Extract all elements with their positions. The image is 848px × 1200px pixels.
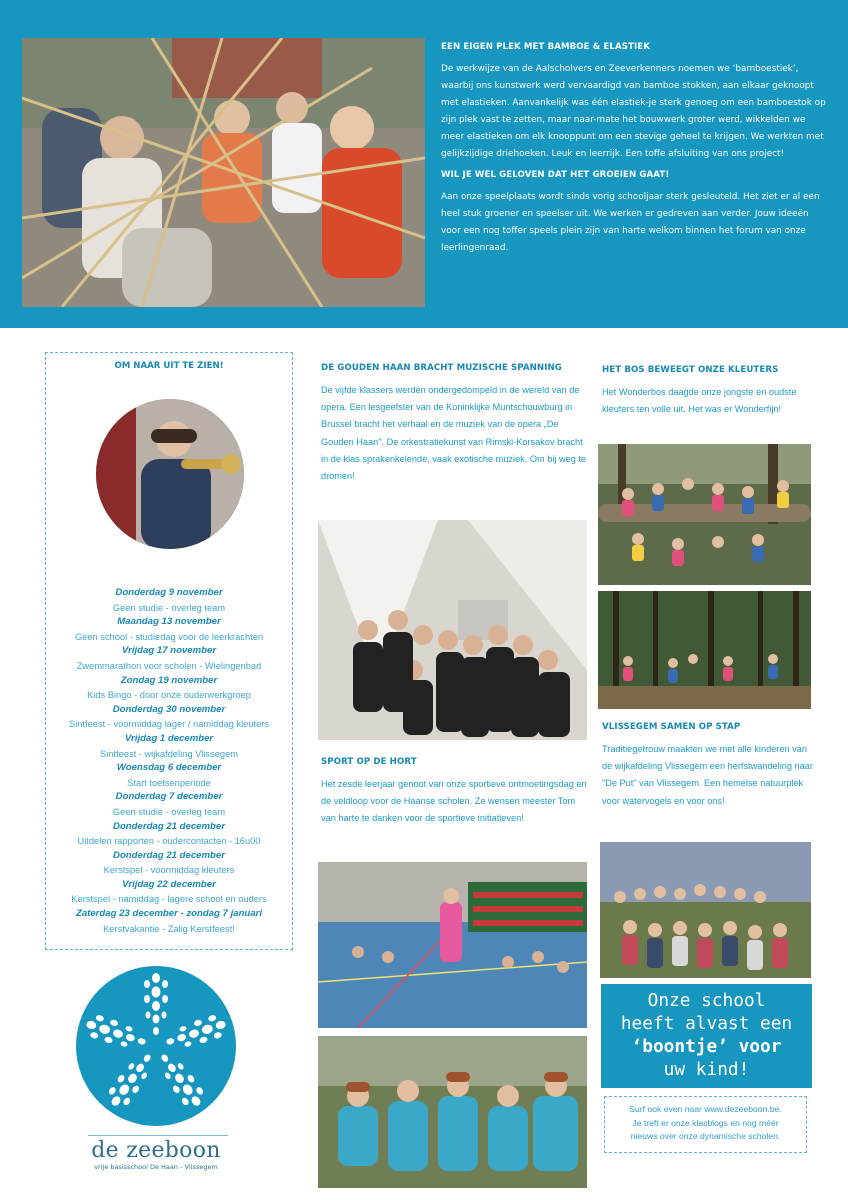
logo-name: de zeeboon bbox=[91, 1138, 221, 1163]
vlissegem-body: Traditiegetrouw maakten we met alle kinderen van de wijkafdeling Vlissegem een herfstwandeling naar "De Put" van Vlissegem. Een hemelse natuurplek voor watervogels en voor ons! bbox=[602, 744, 813, 806]
agenda-item bbox=[46, 907, 292, 936]
sport-body: Het zesde leerjaar genoot van onze sportieve ontmoetingsdag en de veldloop voor de Haanse scholen. Ze wensen meester Tom van harte te danken voor de sportieve initiatieven! bbox=[321, 779, 587, 824]
agenda-date: Vrijdag 22 december bbox=[122, 878, 216, 890]
agenda-item bbox=[46, 790, 292, 819]
website-note-line: nieuws over onze dynamische scholen. bbox=[630, 1131, 781, 1142]
website-note-box bbox=[604, 1096, 807, 1153]
agenda-date: Donderdag 21 december bbox=[113, 820, 225, 832]
agenda-item bbox=[46, 761, 292, 790]
agenda-date: Donderdag 21 december bbox=[113, 849, 225, 861]
logo-divider bbox=[88, 1135, 228, 1136]
trumpet-photo-illustration bbox=[96, 399, 244, 549]
agenda-item bbox=[46, 849, 292, 878]
bamboo-project-photo bbox=[22, 38, 425, 307]
promo-line: heeft alvast een bbox=[620, 1013, 793, 1034]
agenda-desc: Geen school - studiedag voor de leerkrachten bbox=[74, 631, 264, 642]
sport-title: SPORT OP DE HORT bbox=[321, 757, 417, 767]
agenda-desc: Kerstspel - voormiddag kleuters bbox=[103, 865, 235, 876]
agenda-item bbox=[46, 586, 292, 615]
agenda-date: Zaterdag 23 december - zondag 7 januari bbox=[75, 908, 263, 920]
agenda-title: OM NAAR UIT TE ZIEN! bbox=[114, 361, 224, 371]
starfish-bean-logo-icon bbox=[75, 965, 237, 1127]
agenda-desc: Sintfeest - voormiddag lager / namiddag kleuters bbox=[69, 719, 269, 730]
agenda-item bbox=[46, 820, 292, 849]
opera-photo bbox=[318, 520, 587, 740]
agenda-date: Vrijdag 17 november bbox=[121, 645, 217, 657]
cross-country-illustration bbox=[318, 1036, 587, 1188]
logo-subtitle: vrije basisschool De Haan - Vlissegem bbox=[94, 1163, 218, 1171]
sport-hall-illustration bbox=[318, 862, 587, 1028]
sport-section bbox=[321, 757, 587, 828]
agenda-item bbox=[46, 615, 292, 644]
agenda-date: Maandag 13 november bbox=[117, 616, 221, 628]
agenda-date: Vrijdag 1 december bbox=[124, 732, 214, 744]
agenda-date: Donderdag 30 november bbox=[112, 703, 226, 715]
banner-text bbox=[441, 42, 831, 265]
agenda-item bbox=[46, 878, 292, 907]
agenda-desc: Geen studie - overleg team bbox=[112, 602, 226, 613]
promo-line: uw kind! bbox=[663, 1059, 750, 1080]
agenda-item bbox=[46, 732, 292, 761]
bamboo-paragraph: De werkwijze van de Aalscholvers en Zeeverkenners noemen we ‘bamboestiek’, waarbij ons kunstwerk werd vervaardigd van bamboe stokken, aan elkaar geknoopt met elastieken. Aanvankelijk was één elastiek-je sterk genoeg om een bamboestok op zijn plek vast te zetten, maar naar-mate het bouwwerk groter werd, wikkelden we meer elastieken om elk knooppunt om een stevige geheel te krijgen. We werkten met gelijkzijdige driehoeken. Leuk en leerrijk. Een toffe afsluiting van ons project! bbox=[441, 64, 826, 159]
top-banner bbox=[0, 0, 848, 328]
agenda-date: Donderdag 7 december bbox=[115, 791, 223, 803]
agenda-list bbox=[46, 586, 292, 936]
agenda-date: Woensdag 6 december bbox=[116, 762, 222, 774]
sport-hall-photo bbox=[318, 862, 587, 1028]
vlissegem-section bbox=[602, 722, 814, 810]
agenda-desc: Kids Bingo - door onze ouderwerkgroep bbox=[87, 690, 251, 701]
agenda-desc: Kerstspel - namiddag - lagere school en ouders bbox=[71, 894, 267, 905]
agenda-item bbox=[46, 703, 292, 732]
bos-title: HET BOS BEWEEGT ONZE KLEUTERS bbox=[602, 365, 779, 375]
agenda-desc: Sintfeest - wijkafdeling Vlissegem bbox=[100, 748, 238, 759]
bamboo-heading: EEN EIGEN PLEK MET BAMBOE & ELASTIEK bbox=[441, 42, 651, 52]
agenda-box bbox=[45, 352, 293, 950]
bos-section bbox=[602, 365, 814, 418]
vlissegem-group-photo bbox=[600, 842, 811, 978]
opera-title: DE GOUDEN HAAN BRACHT MUZISCHE SPANNING bbox=[321, 363, 562, 373]
cross-country-photo bbox=[318, 1036, 587, 1188]
bamboo-photo-illustration bbox=[22, 38, 425, 307]
bos-body: Het Wonderbos daagde onze jongste en oudste kleuters ten volle uit. Het was er Wonderfijn! bbox=[602, 387, 797, 415]
agenda-item bbox=[46, 644, 292, 673]
forest-photo-1-illustration bbox=[598, 444, 811, 585]
forest-photo-2 bbox=[598, 591, 811, 709]
forest-photo-1 bbox=[598, 444, 811, 585]
promo-line: ‘boontje’ voor bbox=[631, 1036, 782, 1057]
playground-heading: WIL JE WEL GELOVEN DAT HET GROEIEN GAAT! bbox=[441, 170, 670, 181]
agenda-desc: Start toetsenperiode bbox=[127, 777, 211, 788]
agenda-desc: Uitdelen rapporten - oudercontacten - 16u00 bbox=[77, 836, 261, 847]
playground-paragraph: Aan onze speelplaats wordt sinds vorig schooljaar sterk gesleuteld. Het ziet er al een heel stuk groener en speelser uit. We werken er gedreven aan verder. Jouw ideeën voor een nog toffer speels plein zijn van harte welkom binnen het forum van onze leerlingenraad. bbox=[441, 192, 820, 254]
agenda-desc: Kerstvakantie - Zalig Kerstfeest! bbox=[103, 923, 235, 934]
vlissegem-photo-illustration bbox=[600, 842, 811, 978]
agenda-item bbox=[46, 674, 292, 703]
website-note-line: Je treft er onze klasblogs en nog méér bbox=[632, 1117, 779, 1128]
promo-banner bbox=[601, 984, 812, 1088]
opera-body: De vijfde klassers werden ondergedompeld in de wereld van de opera. Een lesgeefster van de Koninklijke Muntschouwburg in Brussel bracht het verhaal en de muziek van de opera „De Gouden Haan". De orkestratiekunst van Rimski-Korsakov bracht in de klas sprakenkelende, vaak exotische muziek. Om bij weg te dromen! bbox=[321, 385, 587, 482]
agenda-desc: Geen studie - overleg team bbox=[112, 806, 226, 817]
promo-line: Onze school bbox=[647, 990, 766, 1011]
website-note-line[interactable]: Surf ook even naar www.dezeeboon.be. bbox=[629, 1104, 782, 1114]
vlissegem-title: VLISSEGEM SAMEN OP STAP bbox=[602, 722, 741, 732]
agenda-date: Zondag 19 november bbox=[120, 674, 218, 686]
agenda-date: Donderdag 9 november bbox=[115, 587, 223, 598]
opera-photo-illustration bbox=[318, 520, 587, 740]
trumpet-boy-photo bbox=[96, 399, 244, 549]
opera-section bbox=[321, 363, 587, 485]
forest-photo-2-illustration bbox=[598, 591, 811, 709]
agenda-desc: Zwemmarathon voor scholen - Wielingenbad bbox=[76, 660, 262, 671]
